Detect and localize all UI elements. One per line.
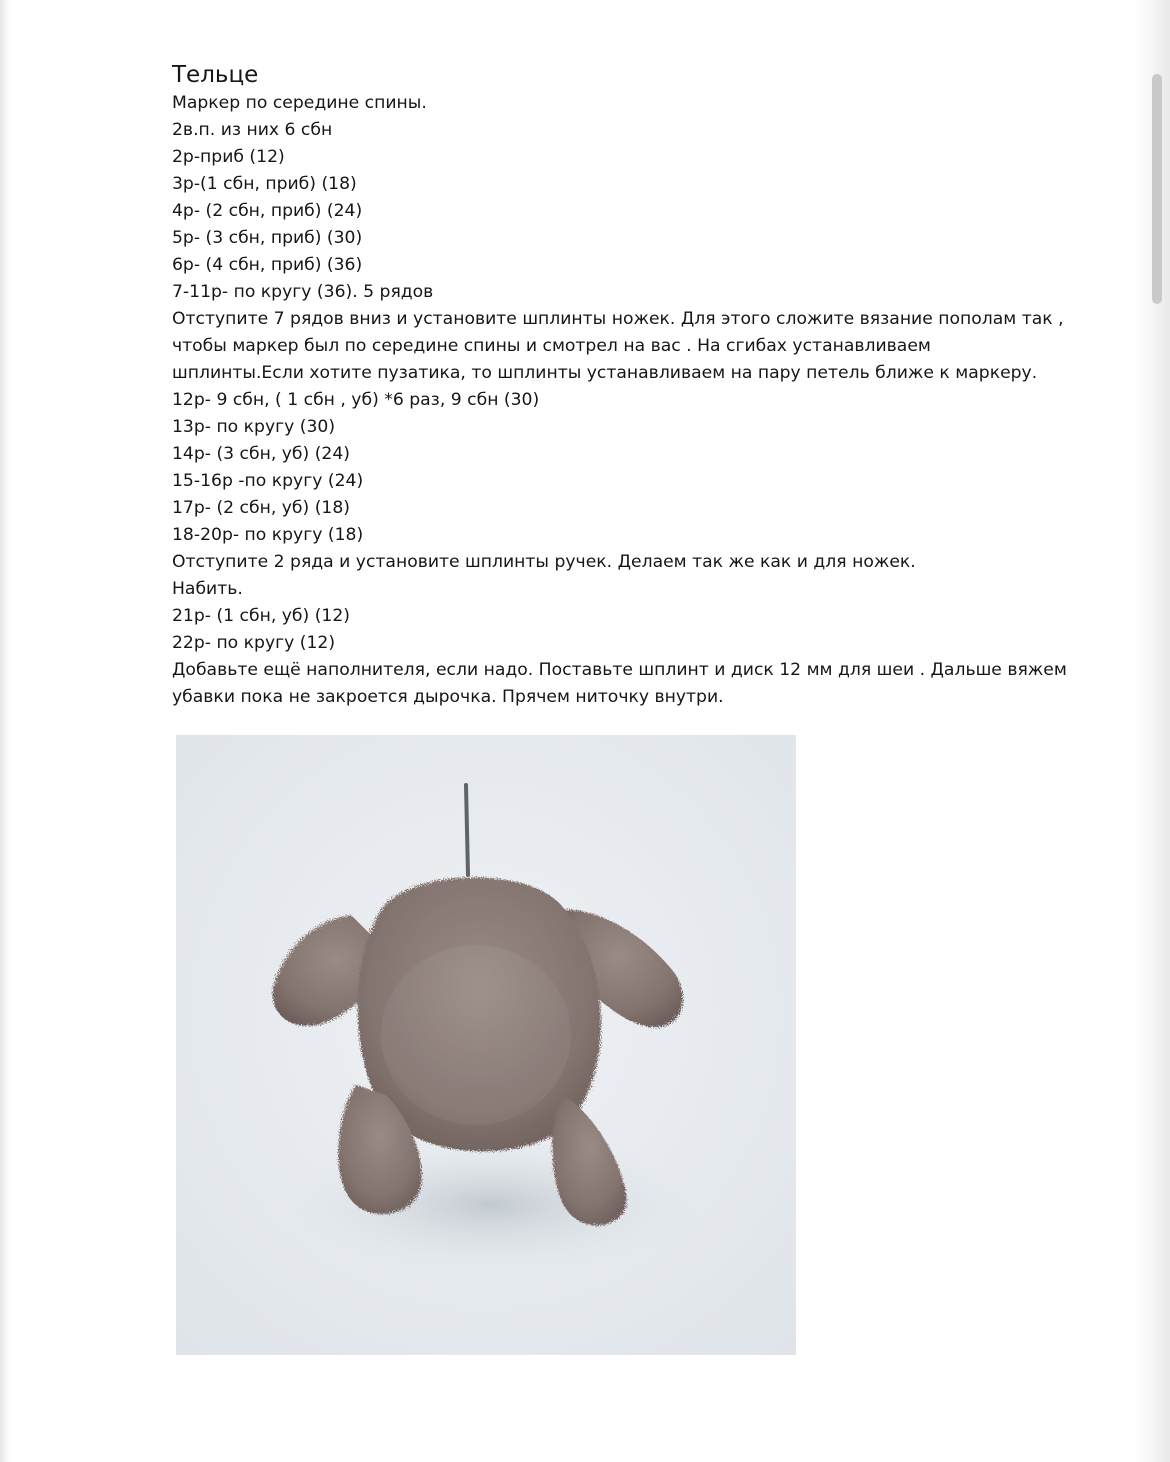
instruction-line: 22р- по кругу (12) bbox=[172, 633, 336, 653]
instruction-line: Отступите 2 ряда и установите шплинты ручек. Делаем так же как и для ножек. bbox=[172, 552, 916, 572]
instruction-line: Маркер по середине спины. bbox=[172, 93, 427, 113]
instruction-line: Отступите 7 рядов вниз и установите шплинты ножек. Для этого сложите вязание пополам так , bbox=[172, 309, 1064, 329]
instruction-line: 3р-(1 сбн, приб) (18) bbox=[172, 174, 357, 194]
instruction-line: 5р- (3 сбн, приб) (30) bbox=[172, 228, 363, 248]
instruction-line: 12р- 9 сбн, ( 1 сбн , уб) *6 раз, 9 сбн (30) bbox=[172, 390, 540, 410]
instruction-line: 17р- (2 сбн, уб) (18) bbox=[172, 498, 350, 518]
section-title: Тельце bbox=[172, 62, 259, 88]
instruction-line: Добавьте ещё наполнителя, если надо. Поставьте шплинт и диск 12 мм для шеи . Дальше вяжем bbox=[172, 660, 1067, 680]
document-page bbox=[172, 58, 1102, 711]
instruction-line: 2в.п. из них 6 сбн bbox=[172, 120, 333, 140]
toy-body-photo bbox=[176, 735, 796, 1355]
instruction-line: шплинты.Если хотите пузатика, то шплинты устанавливаем на пару петель ближе к маркеру. bbox=[172, 363, 1038, 383]
instruction-line: 15-16р -по кругу (24) bbox=[172, 471, 364, 491]
instruction-line: 2р-приб (12) bbox=[172, 147, 285, 167]
page-left-edge bbox=[0, 0, 10, 1462]
instruction-line: 7-11р- по кругу (36). 5 рядов bbox=[172, 282, 434, 302]
instruction-line: 14р- (3 сбн, уб) (24) bbox=[172, 444, 350, 464]
instruction-line: Набить. bbox=[172, 579, 243, 599]
instruction-line: 6р- (4 сбн, приб) (36) bbox=[172, 255, 363, 275]
instruction-line: 18-20р- по кругу (18) bbox=[172, 525, 364, 545]
instruction-line: чтобы маркер был по середине спины и смотрел на вас . На сгибах устанавливаем bbox=[172, 336, 931, 356]
instruction-line: 13р- по кругу (30) bbox=[172, 417, 336, 437]
instruction-line: убавки пока не закроется дырочка. Прячем ниточку внутри. bbox=[172, 687, 724, 707]
neck-pin bbox=[466, 785, 468, 875]
toy-body-illustration bbox=[176, 735, 796, 1355]
instruction-line: 4р- (2 сбн, приб) (24) bbox=[172, 201, 363, 221]
torso-highlight bbox=[381, 945, 571, 1125]
scrollbar-thumb[interactable] bbox=[1152, 74, 1162, 304]
instruction-line: 21р- (1 сбн, уб) (12) bbox=[172, 606, 350, 626]
